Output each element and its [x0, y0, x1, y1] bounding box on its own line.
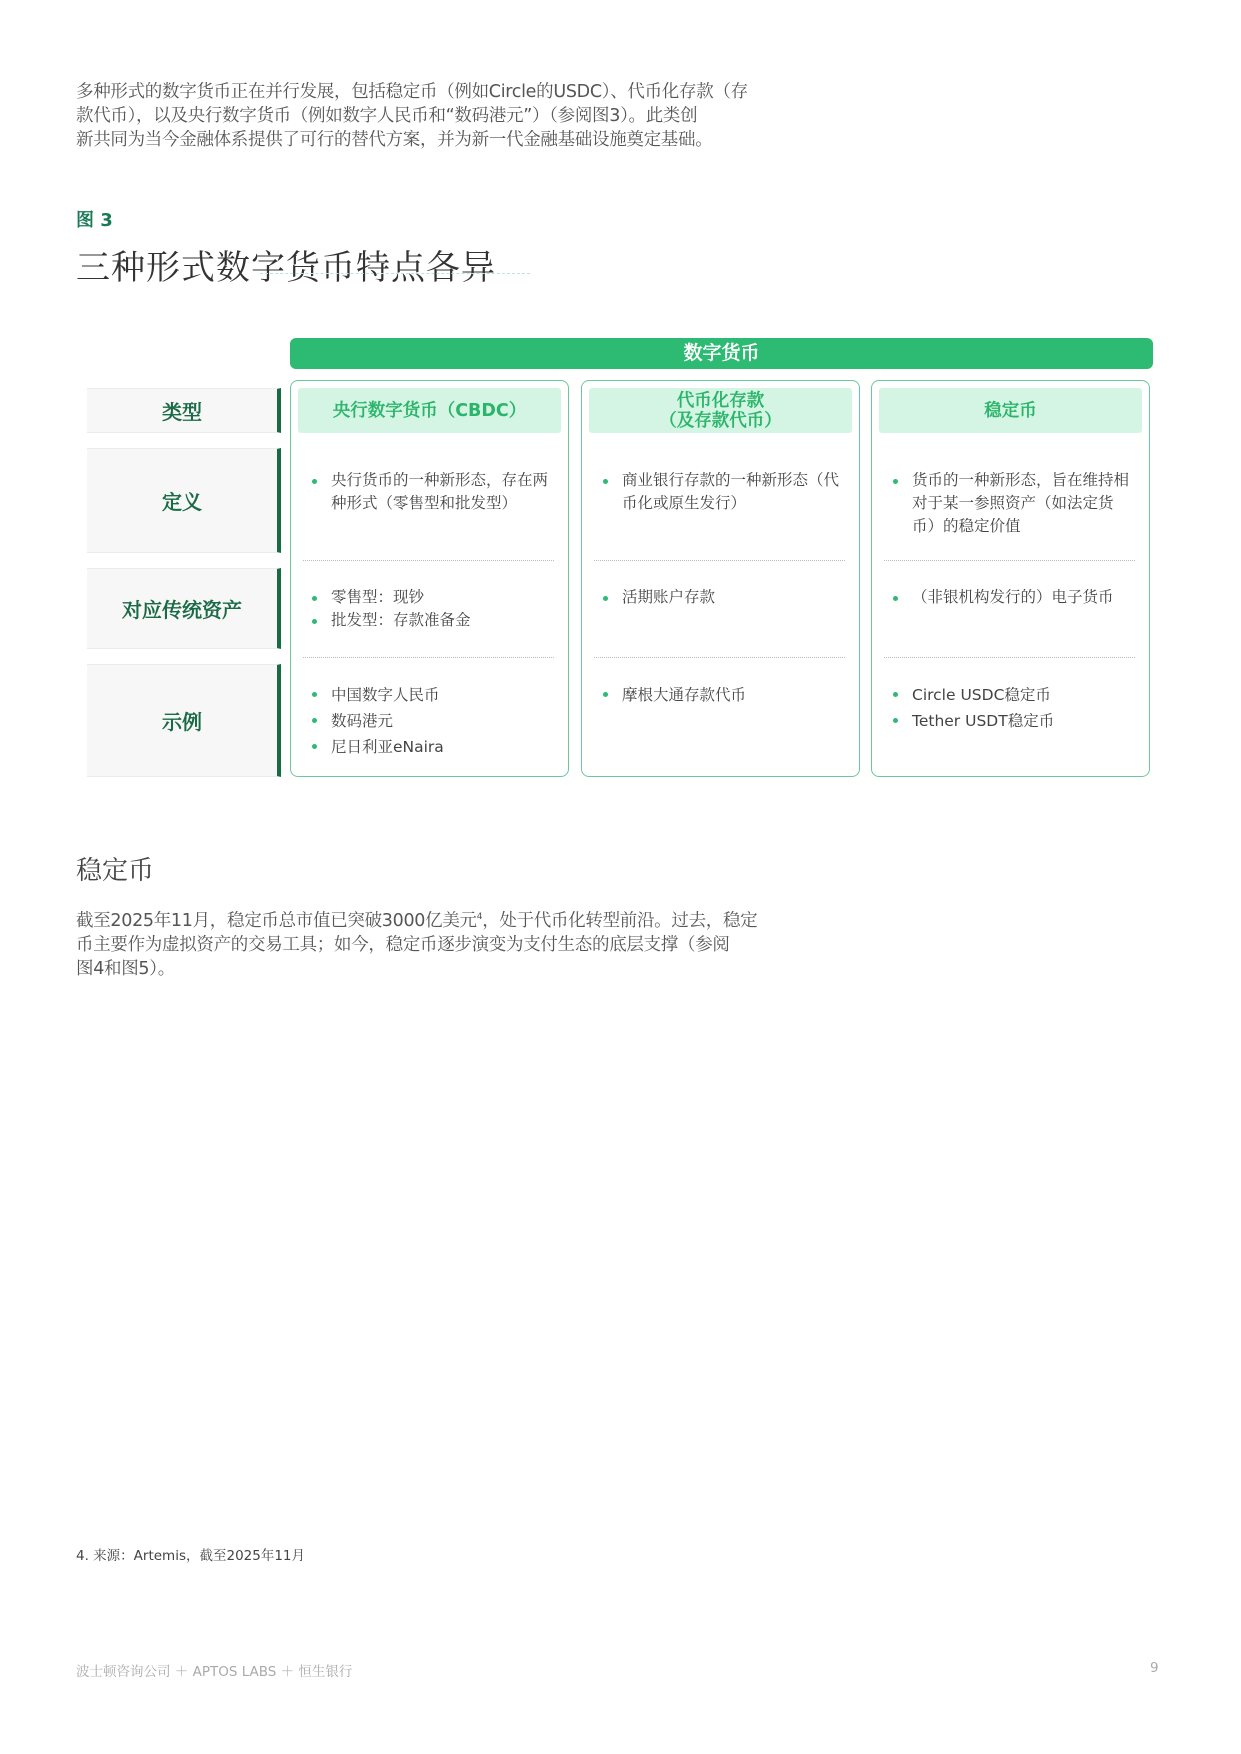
- bullet-item: 尼日利亚eNaira: [309, 734, 554, 760]
- cell-examples: [600, 682, 845, 708]
- column-header: [589, 388, 852, 433]
- bullet-item: 摩根大通存款代币: [600, 682, 845, 708]
- bullet-item: 零售型：现钞: [309, 586, 554, 609]
- cell-definition: [309, 469, 554, 515]
- column-title: 稳定币: [984, 400, 1037, 421]
- bullet-item: 商业银行存款的一种新形态（代币化或原生发行）: [600, 469, 845, 515]
- bullet-item: 批发型：存款准备金: [309, 609, 554, 632]
- dotted-divider: [884, 560, 1135, 561]
- section-text: 截至2025年11月，稳定币总市值已突破3000亿美元: [76, 910, 477, 931]
- row-label-type: 类型: [87, 388, 281, 433]
- currency-column: [871, 380, 1150, 777]
- bullet-item: 活期账户存款: [600, 586, 845, 609]
- bullet-item: Circle USDC稳定币: [890, 682, 1135, 708]
- title-divider: [260, 273, 530, 274]
- footnote: 4. 来源：Artemis，截至2025年11月: [76, 1548, 306, 1564]
- cell-assets: [890, 586, 1135, 609]
- footer-credits: 波士顿咨询公司 ＋ APTOS LABS ＋ 恒生银行: [76, 1664, 353, 1680]
- row-label-definition: 定义: [87, 448, 281, 553]
- intro-line: 新共同为当今金融体系提供了可行的替代方案，并为新一代金融基础设施奠定基础。: [76, 130, 713, 150]
- bullet-item: 中国数字人民币: [309, 682, 554, 708]
- row-label-assets: 对应传统资产: [87, 568, 281, 649]
- column-header: [298, 388, 561, 433]
- dotted-divider: [594, 560, 845, 561]
- dotted-divider: [594, 657, 845, 658]
- intro-line: 款代币），以及央行数字货币（例如数字人民币和“数码港元”）（参阅图3）。此类创: [76, 106, 698, 126]
- section-paragraph: [76, 905, 886, 981]
- section-heading: 稳定币: [76, 856, 155, 886]
- section-line: 图4和图5）。: [76, 958, 175, 979]
- bullet-item: 央行货币的一种新形态，存在两种形式（零售型和批发型）: [309, 469, 554, 515]
- section-line: 币主要作为虚拟资产的交易工具；如今，稳定币逐步演变为支付生态的底层支撑（参阅: [76, 934, 730, 955]
- cell-assets: [309, 586, 554, 632]
- cell-definition: [600, 469, 845, 515]
- currency-column: [290, 380, 569, 777]
- figure-label: 图 3: [76, 210, 113, 231]
- dotted-divider: [884, 657, 1135, 658]
- bullet-item: 数码港元: [309, 708, 554, 734]
- currency-column: [581, 380, 860, 777]
- cell-definition: [890, 469, 1135, 538]
- cell-examples: [309, 682, 554, 760]
- column-title: （及存款代币）: [659, 410, 782, 431]
- figure-title: 三种形式数字货币特点各异: [76, 248, 496, 288]
- intro-paragraph: [76, 80, 886, 152]
- footnote-ref: 4: [476, 912, 483, 922]
- row-label-examples: 示例: [87, 664, 281, 777]
- column-header: [879, 388, 1142, 433]
- digital-currency-header: 数字货币: [290, 338, 1153, 369]
- cell-assets: [600, 586, 845, 609]
- bullet-item: （非银机构发行的）电子货币: [890, 586, 1135, 609]
- dotted-divider: [303, 657, 554, 658]
- column-title: 央行数字货币（CBDC）: [332, 400, 527, 421]
- section-line: [76, 905, 886, 933]
- bullet-item: 货币的一种新形态，旨在维持相对于某一参照资产（如法定货币）的稳定价值: [890, 469, 1135, 538]
- dotted-divider: [303, 560, 554, 561]
- column-title: 代币化存款: [676, 390, 765, 411]
- bullet-item: Tether USDT稳定币: [890, 708, 1135, 734]
- cell-examples: [890, 682, 1135, 734]
- section-text: ，处于代币化转型前沿。过去，稳定: [482, 910, 758, 931]
- page-number: 9: [1150, 1660, 1159, 1676]
- intro-line: 多种形式的数字货币正在并行发展，包括稳定币（例如Circle的USDC）、代币化存款（存: [76, 82, 748, 102]
